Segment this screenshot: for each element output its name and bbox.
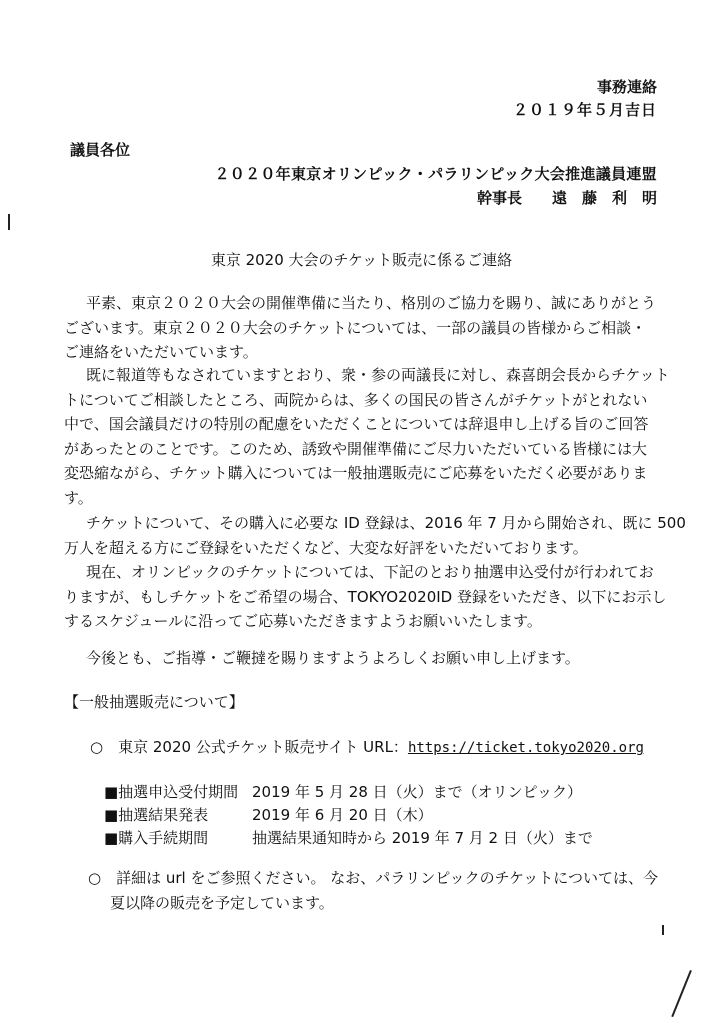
ticket-site-label: ○ 東京 2020 公式チケット販売サイト URL：	[90, 738, 408, 756]
paragraph-line: ございます。東京２０２０大会のチケットについては、一部の議員の皆様からご相談・	[64, 318, 647, 337]
paragraph-line: ○ 詳細は url をご参照ください。 なお、パラリンピックのチケットについては、今	[88, 869, 658, 887]
paragraph-3	[64, 511, 686, 560]
schedule-value: 抽選結果通知時から 2019 年 7 月 2 日（火）まで	[252, 829, 593, 847]
document-title: 東京 2020 大会のチケット販売に係るご連絡	[210, 251, 513, 269]
paragraph-line: 夏以降の販売を予定しています。	[110, 893, 334, 912]
paragraph-line: す。	[64, 488, 93, 507]
paragraph-line: があったとのことです。このため、誘致や開催準備にご尽力いただいている皆様には大	[64, 439, 648, 458]
recipient: 議員各位	[70, 141, 131, 159]
sender-title: 幹事長 遠 藤 利 明	[476, 189, 657, 207]
paragraph-line: チケットについて、その購入に必要な ID 登録は、2016 年 7 月から開始され、既に 500	[86, 514, 686, 532]
paragraph-1	[64, 291, 664, 365]
paragraph-line: 既に報道等もなされていますとおり、衆・参の両議長に対し、森喜朗会長からチケット	[86, 366, 670, 384]
note-paragraph	[88, 866, 668, 915]
schedule-row-purchase	[104, 827, 664, 849]
section-heading: 【一般抽選販売について】	[64, 693, 244, 711]
paragraph-4	[64, 560, 667, 634]
paragraph-line: 万人を超える方にご登録をいただくなど、大変な好評をいただいております。	[64, 538, 588, 557]
scan-mark	[662, 925, 664, 935]
paragraph-line: トについてご相談したところ、両院からは、多くの国民の皆さんがチケットがとれない	[64, 390, 648, 409]
closing-line: 今後とも、ご指導・ご鞭撻を賜りますようよろしくお願い申し上げます。	[86, 649, 580, 667]
paragraph-line: 平素、東京２０２０大会の開催準備に当たり、格別のご協力を賜り、誠にありがとう	[86, 294, 657, 312]
paragraph-line: 中で、国会議員だけの特別の配慮をいただくことについては辞退申し上げる旨のご回答	[64, 415, 649, 433]
schedule-row-result	[104, 804, 664, 826]
schedule-value: 2019 年 5 月 28 日（火）まで（オリンピック）	[252, 783, 583, 801]
scan-mark	[671, 970, 692, 1017]
paragraph-line: 現在、オリンピックのチケットについては、下記のとおり抽選申込受付が行われてお	[86, 563, 654, 581]
paragraph-line: するスケジュールに沿ってご応募いただきますようお願いいたします。	[64, 612, 542, 630]
schedule-label: ■購入手続期間	[104, 829, 209, 847]
ticket-site-url[interactable]: https://ticket.tokyo2020.org	[407, 740, 644, 756]
paragraph-line: ご連絡をいただいています。	[64, 343, 258, 361]
sender-org: ２０２０年東京オリンピック・パラリンピック大会推進議員連盟	[214, 165, 657, 183]
scan-mark	[8, 214, 10, 230]
ticket-site-line	[90, 736, 644, 757]
doc-type: 事務連絡	[596, 78, 657, 96]
schedule-label: ■抽選申込受付期間	[104, 783, 239, 801]
paragraph-line: 変恐縮ながら、チケット購入については一般抽選販売にご応募をいただく必要がありま	[64, 464, 648, 482]
schedule-label: ■抽選結果発表	[104, 806, 209, 824]
paragraph-2	[64, 363, 670, 510]
doc-date: ２０１９年５月吉日	[512, 101, 657, 119]
schedule-value: 2019 年 6 月 20 日（木）	[252, 806, 433, 824]
schedule-row-apply	[104, 781, 664, 803]
paragraph-line: りますが、もしチケットをご希望の場合、TOKYO2020ID 登録をいただき、以下にお示し	[64, 587, 667, 606]
